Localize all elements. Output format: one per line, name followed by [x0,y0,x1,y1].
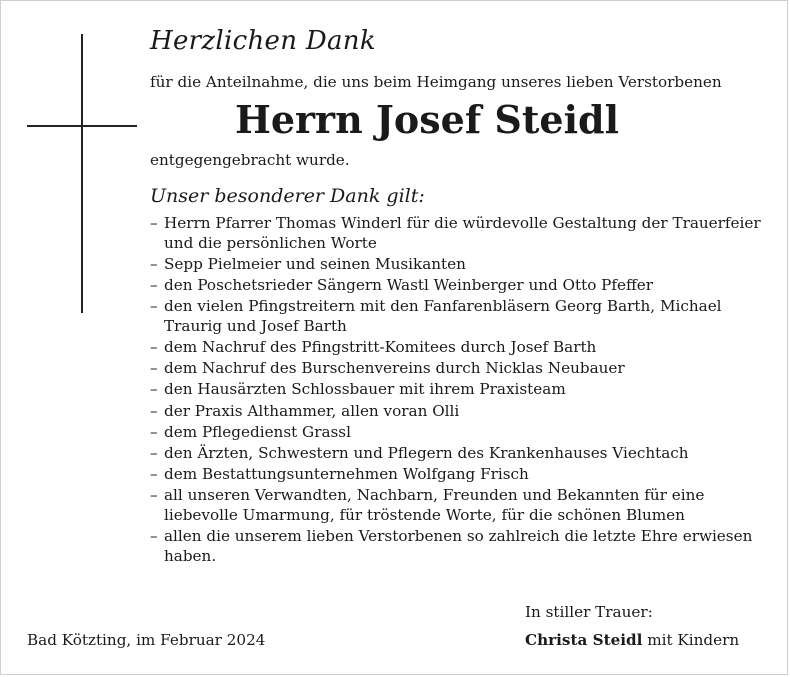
list-dash: – [150,380,158,399]
list-dash: – [150,527,158,546]
list-dash: – [150,486,158,505]
intro-text: für die Anteilnahme, die uns beim Heimgang unseres lieben Verstorbenen [150,73,722,91]
heading: Herzlichen Dank [150,26,376,56]
list-item [150,402,780,422]
list-item [150,297,780,336]
signature-name: Christa Steidl [525,631,643,649]
list-item [150,255,780,275]
list-item-text: allen die unserem lieben Verstorbenen so zahlreich die letzte Ehre erwiesen haben. [164,527,753,565]
cross-icon [81,34,83,313]
list-item [150,276,780,296]
list-item [150,465,780,485]
list-dash: – [150,337,158,356]
list-dash: – [150,465,158,484]
thanks-heading: Unser besonderer Dank gilt: [150,185,425,207]
outro-text: entgegengebracht wurde. [150,151,350,169]
list-item-text: Sepp Pielmeier und seinen Musikanten [164,254,466,273]
list-item-text: dem Bestattungsunternehmen Wolfgang Frisch [164,465,529,484]
list-dash: – [150,297,158,316]
place-date: Bad Kötzting, im Februar 2024 [27,631,266,649]
list-item-text: der Praxis Althammer, allen voran Olli [164,401,460,420]
list-item-text: dem Nachruf des Pfingstritt-Komitees durch Josef Barth [164,337,597,356]
signature [525,631,739,649]
signature-suffix: mit Kindern [642,631,740,649]
list-item-text: dem Pflegedienst Grassl [164,422,351,441]
list-item [150,423,780,443]
list-item [150,527,780,566]
list-item-text: den Poschetsrieder Sängern Wastl Weinberger und Otto Pfeffer [164,275,654,294]
list-dash: – [150,214,158,232]
list-item-text: den Hausärzten Schlossbauer mit ihrem Praxisteam [164,380,566,399]
mourning-label: In stiller Trauer: [525,603,653,621]
list-dash: – [150,254,158,273]
list-item-text: dem Nachruf des Burschenvereins durch Nicklas Neubauer [164,359,625,378]
thanks-list [150,214,780,568]
list-item [150,486,780,525]
list-dash: – [150,401,158,420]
list-dash: – [150,422,158,441]
list-item [150,359,780,379]
list-item-text: Herrn Pfarrer Thomas Winderl für die würdevolle Gestaltung der Trauerfeier und die persönlichen Worte [164,214,761,252]
list-item-text: den vielen Pfingstreitern mit den Fanfarenbläsern Georg Barth, Michael Traurig und Josef Barth [164,297,722,335]
deceased-name: Herrn Josef Steidl [234,97,620,142]
list-item [150,444,780,464]
list-dash: – [150,275,158,294]
list-dash: – [150,443,158,462]
list-item [150,380,780,400]
list-item-text: all unseren Verwandten, Nachbarn, Freunden und Bekannten für eine liebevolle Umarmung, für tröstende Worte, für die schönen Blumen [164,486,705,524]
list-item-text: den Ärzten, Schwestern und Pflegern des Krankenhauses Viechtach [164,443,689,462]
list-dash: – [150,359,158,378]
list-item [150,214,780,253]
list-item [150,338,780,358]
